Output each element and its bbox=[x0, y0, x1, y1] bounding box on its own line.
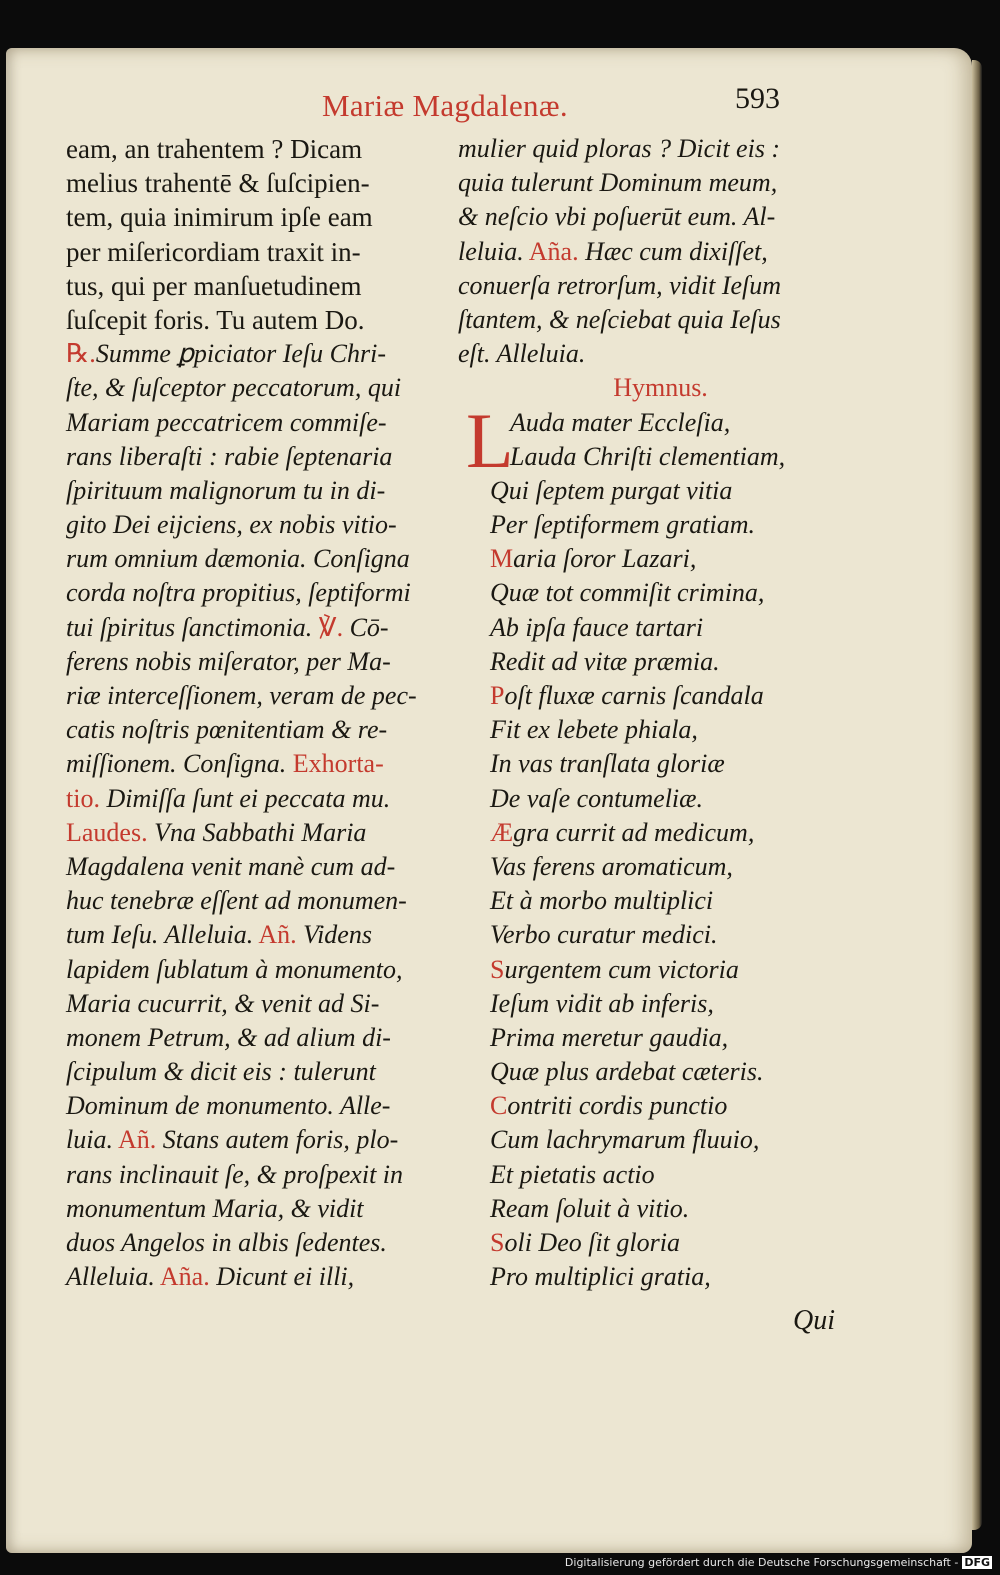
text-line bbox=[66, 1192, 446, 1226]
line-text: monem Petrum, & ad alium di- bbox=[66, 1022, 391, 1052]
running-title: Mariæ Magdalenæ. bbox=[322, 88, 568, 123]
line-text: Mariam peccatricem commiſe- bbox=[66, 407, 387, 437]
line-text: Stans autem foris, plo- bbox=[156, 1125, 399, 1155]
text-line bbox=[458, 1089, 843, 1123]
text-line bbox=[458, 747, 843, 781]
text-line bbox=[458, 508, 843, 542]
line-text: ſtantem, & neſciebat quia Ieſus bbox=[458, 304, 781, 334]
line-text: Cō- bbox=[343, 612, 389, 642]
line-text: Fit ex lebete phiala, bbox=[490, 715, 698, 745]
text-line bbox=[66, 1021, 446, 1055]
text-line bbox=[458, 235, 843, 269]
line-text: Qui ſeptem purgat vitia bbox=[490, 475, 733, 505]
text-line bbox=[458, 269, 843, 303]
text-line bbox=[458, 816, 843, 850]
line-text: Magdalena venit manè cum ad- bbox=[66, 851, 396, 881]
line-text: Quæ tot commiſit crimina, bbox=[490, 578, 765, 608]
line-text: Et pietatis actio bbox=[490, 1159, 655, 1189]
text-line bbox=[458, 782, 843, 816]
text-line bbox=[66, 987, 446, 1021]
text-line bbox=[458, 645, 843, 679]
line-text: Quæ plus ardebat cæteris. bbox=[490, 1057, 764, 1087]
line-text: mulier quid ploras ? Dicit eis : bbox=[458, 134, 781, 163]
rubric: P bbox=[490, 681, 505, 710]
text-line bbox=[66, 508, 446, 542]
text-line bbox=[66, 200, 446, 234]
rubric: ℣. bbox=[312, 612, 344, 642]
text-line bbox=[66, 337, 446, 371]
line-text: Vas ferens aromaticum, bbox=[490, 851, 733, 881]
line-text: Dimiſſa ſunt ei peccata mu. bbox=[99, 783, 391, 813]
text-line bbox=[458, 713, 843, 747]
line-text: urgentem cum victoria bbox=[504, 954, 739, 984]
text-line bbox=[66, 782, 446, 816]
text-line bbox=[458, 542, 843, 576]
line-text: eſt. Alleluia. bbox=[458, 339, 586, 369]
text-line bbox=[458, 953, 843, 987]
footer-credit bbox=[565, 1556, 992, 1569]
line-text: De vaſe contumeliæ. bbox=[490, 783, 703, 813]
text-line bbox=[458, 303, 843, 337]
line-text: Alleluia. bbox=[66, 1262, 155, 1292]
text-line bbox=[66, 440, 446, 474]
left-column bbox=[66, 132, 446, 1294]
text-line bbox=[66, 953, 446, 987]
text-line bbox=[458, 1158, 843, 1192]
hymn-opening bbox=[458, 396, 843, 484]
line-text: monumentum Maria, & vidit bbox=[66, 1193, 364, 1223]
line-text: ſpirituum malignorum tu in di- bbox=[66, 475, 386, 505]
text-line bbox=[458, 1226, 843, 1260]
rubric: Añ. bbox=[253, 920, 297, 950]
line-text: ontriti cordis punctio bbox=[507, 1091, 728, 1121]
rubric: Aña. bbox=[523, 236, 579, 266]
text-line bbox=[66, 747, 446, 781]
text-line bbox=[66, 645, 446, 679]
line-text: Et à morbo multiplici bbox=[490, 886, 714, 916]
line-text: eam, an trahentem ? Dicam bbox=[66, 134, 363, 164]
line-text: Ab ipſa fauce tartari bbox=[490, 612, 704, 642]
line-text: luia. bbox=[66, 1125, 113, 1155]
text-line bbox=[458, 679, 843, 713]
line-text: Ieſum vidit ab inferis, bbox=[490, 988, 714, 1018]
text-line bbox=[66, 1055, 446, 1089]
text-line bbox=[66, 884, 446, 918]
hymn-stanzas bbox=[458, 474, 843, 1295]
line-text: Verbo curatur medici. bbox=[490, 920, 718, 950]
line-text: Summe ꝑpiciator Ieſu Chri- bbox=[95, 339, 387, 369]
line-text: riæ interceſſionem, veram de pec- bbox=[66, 681, 417, 710]
line-text: oli Deo ſit gloria bbox=[504, 1228, 680, 1257]
text-line bbox=[458, 474, 843, 508]
line-text: tum Ieſu. Alleluia. bbox=[66, 920, 254, 950]
line-text: & neſcio vbi poſuerūt eum. Al- bbox=[458, 202, 776, 232]
text-line bbox=[66, 816, 446, 850]
footer-text: Digitalisierung gefördert durch die Deutsche Forschungsgemeinschaft - bbox=[564, 1556, 959, 1569]
line-text: rans liberaſti : rabie ſeptenaria bbox=[66, 441, 393, 471]
line-text: Ream ſoluit à vitio. bbox=[490, 1193, 690, 1223]
line-text: Prima meretur gaudia, bbox=[490, 1022, 729, 1052]
text-line bbox=[66, 679, 446, 713]
text-line bbox=[458, 1055, 843, 1089]
text-line bbox=[66, 235, 446, 269]
text-line bbox=[66, 1089, 446, 1123]
rubric: S bbox=[490, 954, 505, 984]
line-text: gito Dei eijciens, ex nobis vitio- bbox=[66, 510, 397, 540]
line-text: catis noſtris pœnitentiam & re- bbox=[66, 715, 388, 745]
line-text: Videns bbox=[296, 920, 372, 950]
rubric: Laudes. bbox=[66, 817, 148, 847]
dfg-logo: DFG bbox=[964, 1556, 990, 1569]
line-text: tui ſpiritus ſanctimonia. bbox=[66, 612, 313, 642]
text-line bbox=[458, 1192, 843, 1226]
text-line bbox=[458, 850, 843, 884]
line-text: Dicunt ei illi, bbox=[209, 1262, 355, 1292]
line-text: quia tulerunt Dominum meum, bbox=[458, 168, 778, 198]
line-text: tem, quia inimirum ipſe eam bbox=[66, 202, 373, 233]
line-text: per miſericordiam traxit in- bbox=[66, 236, 361, 267]
line-text: In vas tranſlata gloriæ bbox=[490, 749, 725, 779]
rubric: Añ. bbox=[112, 1125, 157, 1155]
text-line bbox=[66, 1226, 446, 1260]
text-line bbox=[66, 166, 446, 200]
text-line bbox=[458, 1021, 843, 1055]
text-line bbox=[66, 269, 446, 303]
line-text: Dominum de monumento. Alle- bbox=[66, 1091, 391, 1121]
text-line bbox=[458, 132, 843, 166]
line-text: duos Angelos in albis ſedentes. bbox=[66, 1228, 387, 1257]
line-text: ſuſcepit foris. Tu autem Do. bbox=[66, 304, 365, 335]
line-text: tus, qui per manſuetudinem bbox=[66, 270, 362, 301]
text-line bbox=[66, 850, 446, 884]
text-line bbox=[66, 1123, 446, 1157]
catchword: Qui bbox=[793, 1305, 835, 1336]
text-line bbox=[458, 987, 843, 1021]
decorated-initial: L bbox=[466, 396, 514, 484]
text-line bbox=[458, 166, 843, 200]
rubric: ℞. bbox=[66, 339, 96, 369]
line-text: ſcipulum & dicit eis : tulerunt bbox=[66, 1057, 376, 1087]
text-line bbox=[458, 337, 843, 371]
line-text: Maria cucurrit, & venit ad Si- bbox=[66, 988, 380, 1018]
hymn-line: Lauda Chriſti clementiam, bbox=[510, 441, 786, 471]
text-line bbox=[66, 542, 446, 576]
rubric: C bbox=[490, 1091, 508, 1121]
rubric: Aña. bbox=[154, 1262, 210, 1292]
page-number: 593 bbox=[735, 82, 780, 115]
hymn-line: Auda mater Eccleſia, bbox=[510, 407, 731, 437]
text-line bbox=[458, 918, 843, 952]
text-line bbox=[458, 200, 843, 234]
line-text: ſte, & ſuſceptor peccatorum, qui bbox=[66, 373, 402, 403]
rubric: S bbox=[490, 1228, 505, 1257]
text-line bbox=[66, 1260, 446, 1294]
line-text: lapidem ſublatum à monumento, bbox=[66, 954, 403, 984]
line-text: ferens nobis miſerator, per Ma- bbox=[66, 646, 391, 676]
hymn-title bbox=[458, 371, 843, 405]
rubric: Exhorta- bbox=[286, 749, 384, 779]
line-text: rans inclinauit ſe, & proſpexit in bbox=[66, 1159, 404, 1189]
right-column bbox=[458, 132, 843, 1294]
line-text: Pro multiplici gratia, bbox=[490, 1262, 711, 1292]
rubric: M bbox=[490, 544, 514, 574]
text-line bbox=[66, 713, 446, 747]
hymn-title-text: Hymnus. bbox=[613, 373, 708, 403]
text-line bbox=[458, 884, 843, 918]
line-text: Vna Sabbathi Maria bbox=[147, 817, 367, 847]
line-text: conuerſa retrorſum, vidit Ieſum bbox=[458, 270, 782, 300]
text-line bbox=[66, 611, 446, 645]
antiphon-text bbox=[458, 132, 843, 371]
line-text: corda noſtra propitius, ſeptiformi bbox=[66, 578, 411, 608]
text-line bbox=[66, 1158, 446, 1192]
text-line bbox=[458, 576, 843, 610]
text-line bbox=[66, 371, 446, 405]
line-text: Hæc cum dixiſſet, bbox=[578, 236, 768, 266]
line-text: huc tenebræ eſſent ad monumen- bbox=[66, 886, 407, 916]
rubric: tio. bbox=[66, 783, 100, 813]
text-line bbox=[66, 406, 446, 440]
text-line bbox=[458, 1123, 843, 1157]
line-text: leluia. bbox=[458, 236, 524, 266]
line-text: melius trahentē & ſuſcipien- bbox=[66, 168, 370, 199]
text-line bbox=[66, 474, 446, 508]
line-text: gra currit ad medicum, bbox=[513, 817, 755, 847]
text-line bbox=[66, 303, 446, 337]
line-text: oſt fluxæ carnis ſcandala bbox=[504, 681, 764, 710]
text-line bbox=[66, 576, 446, 610]
line-text: Cum lachrymarum fluuio, bbox=[490, 1125, 760, 1155]
text-line bbox=[66, 918, 446, 952]
line-text: Per ſeptiformem gratiam. bbox=[490, 510, 756, 540]
rubric: Æ bbox=[490, 817, 514, 847]
line-text: rum omnium dæmonia. Conſigna bbox=[66, 544, 410, 574]
line-text: Redit ad vitæ præmia. bbox=[490, 646, 720, 676]
line-text: aria ſoror Lazari, bbox=[513, 544, 697, 574]
text-line bbox=[458, 611, 843, 645]
line-text: miſſionem. Conſigna. bbox=[66, 749, 287, 779]
text-line bbox=[458, 1260, 843, 1294]
page-edge bbox=[972, 60, 982, 1530]
text-line bbox=[66, 132, 446, 166]
